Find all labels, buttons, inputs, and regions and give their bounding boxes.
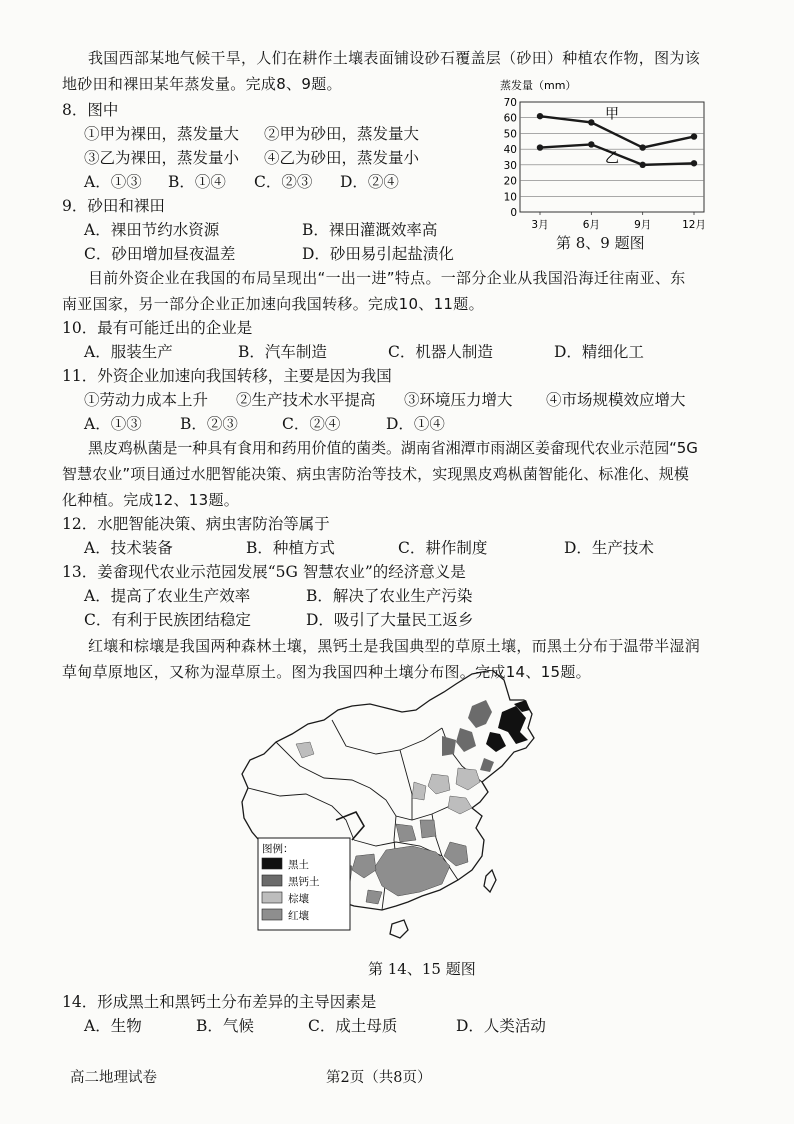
hainan-outline bbox=[390, 920, 408, 938]
q8-option-b[interactable]: B．①④ bbox=[168, 173, 226, 191]
q11-statement-4: ④市场规模效应增大 bbox=[546, 391, 686, 409]
legend-swatch-black-soil bbox=[262, 858, 282, 869]
map-legend bbox=[258, 838, 350, 930]
q11-statement-1: ①劳动力成本上升 bbox=[84, 391, 209, 409]
legend-label-brown-soil: 棕壤 bbox=[288, 893, 309, 905]
taiwan-outline bbox=[484, 870, 496, 892]
chart-ytick-label: 40 bbox=[503, 144, 517, 157]
q10-option-b[interactable]: B．汽车制造 bbox=[238, 343, 327, 361]
q13-option-a[interactable]: A．提高了农业生产效率 bbox=[84, 587, 251, 605]
chart-ytick-label: 0 bbox=[510, 207, 517, 219]
chart-point bbox=[537, 113, 543, 119]
legend-title: 图例： bbox=[262, 843, 294, 855]
q8-statement-3: ③乙为裸田，蒸发量小 bbox=[84, 149, 240, 167]
chart-xtick-label: 3月 bbox=[531, 219, 549, 231]
q10-stem: 10．最有可能迁出的企业是 bbox=[62, 319, 253, 337]
q11-stem: 11．外资企业加速向我国转移，主要是因为我国 bbox=[62, 367, 392, 385]
q9-option-d[interactable]: D．砂田易引起盐渍化 bbox=[302, 245, 454, 263]
q14-stem: 14．形成黑土和黑钙土分布差异的主导因素是 bbox=[62, 993, 377, 1011]
legend-swatch-chernozem bbox=[262, 875, 282, 886]
q10-option-d[interactable]: D．精细化工 bbox=[554, 343, 644, 361]
q11-statement-2: ②生产技术水平提高 bbox=[236, 391, 376, 409]
chart-ytick-label: 20 bbox=[503, 175, 517, 188]
chart-ylabel: 蒸发量（mm） bbox=[500, 79, 577, 92]
q8-stem: 8．图中 bbox=[62, 101, 119, 119]
q8-statement-1: ①甲为裸田，蒸发量大 bbox=[84, 125, 240, 143]
soil-distribution-map bbox=[236, 670, 554, 954]
q11-option-d[interactable]: D．①④ bbox=[386, 415, 445, 433]
q12-option-b[interactable]: B．种植方式 bbox=[246, 539, 335, 557]
chart-point bbox=[537, 144, 543, 150]
q13-option-b[interactable]: B．解决了农业生产污染 bbox=[306, 587, 473, 605]
q8-option-a[interactable]: A．①③ bbox=[84, 173, 142, 191]
intro-14-15-line2: 草甸草原地区，又称为湿草原土。图为我国四种土壤分布图。完成14、15题。 bbox=[62, 663, 591, 681]
chart-ytick-label: 10 bbox=[503, 191, 517, 204]
legend-label-black-soil: 黑土 bbox=[288, 859, 309, 871]
chart-point bbox=[588, 141, 594, 147]
chart-xtick-label: 12月 bbox=[682, 219, 706, 231]
chart-ytick-label: 70 bbox=[503, 97, 517, 109]
legend-swatch-brown-soil bbox=[262, 892, 282, 903]
q8-option-c[interactable]: C．②③ bbox=[254, 173, 313, 191]
q14-option-b[interactable]: B．气候 bbox=[196, 1017, 254, 1035]
chart-point bbox=[691, 160, 697, 166]
map-caption: 第 14、15 题图 bbox=[368, 960, 476, 978]
chart-ytick-label: 30 bbox=[503, 159, 517, 172]
legend-label-chernozem: 黑钙土 bbox=[288, 876, 320, 888]
chart-point bbox=[588, 119, 594, 125]
q8-option-d[interactable]: D．②④ bbox=[340, 173, 399, 191]
q13-option-d[interactable]: D．吸引了大量民工返乡 bbox=[306, 611, 474, 629]
intro-10-11-line2: 南亚国家，另一部分企业正加速向我国转移。完成10、11题。 bbox=[62, 295, 484, 313]
q12-option-c[interactable]: C．耕作制度 bbox=[398, 539, 488, 557]
q14-option-d[interactable]: D．人类活动 bbox=[456, 1017, 546, 1035]
q11-statement-3: ③环境压力增大 bbox=[404, 391, 513, 409]
intro-8-9-line2: 地砂田和裸田某年蒸发量。完成8、9题。 bbox=[62, 75, 342, 93]
q10-option-c[interactable]: C．机器人制造 bbox=[388, 343, 493, 361]
chart-xtick-label: 6月 bbox=[582, 219, 600, 231]
legend-swatch-red-soil bbox=[262, 909, 282, 920]
footer-subject: 高二地理试卷 bbox=[70, 1070, 157, 1086]
q11-option-a[interactable]: A．①③ bbox=[84, 415, 142, 433]
chart-series-label: 乙 bbox=[605, 150, 619, 167]
q9-stem: 9．砂田和裸田 bbox=[62, 197, 165, 215]
q13-stem: 13．姜畲现代农业示范园发展“5G 智慧农业”的经济意义是 bbox=[62, 563, 466, 581]
footer-page-number: 第2页（共8页） bbox=[326, 1070, 432, 1086]
q12-stem: 12．水肥智能决策、病虫害防治等属于 bbox=[62, 515, 330, 533]
intro-10-11-line1: 目前外资企业在我国的布局呈现出“一出一进”特点。一部分企业从我国沿海迁往南亚、东 bbox=[88, 269, 686, 287]
chart-point bbox=[691, 133, 697, 139]
q11-option-b[interactable]: B．②③ bbox=[180, 415, 238, 433]
q8-statement-2: ②甲为砂田，蒸发量大 bbox=[264, 125, 420, 143]
intro-14-15-line1: 红壤和棕壤是我国两种森林土壤，黑钙土是我国典型的草原土壤，而黑土分布于温带半湿润 bbox=[88, 637, 701, 655]
intro-12-13-line3: 化种植。完成12、13题。 bbox=[62, 491, 240, 509]
q12-option-a[interactable]: A．技术装备 bbox=[84, 539, 173, 557]
intro-12-13-line1: 黑皮鸡枞菌是一种具有食用和药用价值的菌类。湖南省湘潭市雨湖区姜畲现代农业示范园“5G bbox=[88, 439, 698, 457]
evaporation-line-chart bbox=[498, 76, 710, 252]
chart-series-label: 甲 bbox=[605, 106, 619, 123]
intro-12-13-line2: 智慧农业”项目通过水肥智能决策、病虫害防治等技术，实现黑皮鸡枞菌智能化、标准化、规模 bbox=[62, 465, 689, 483]
legend-label-red-soil: 红壤 bbox=[288, 910, 309, 922]
q10-option-a[interactable]: A．服装生产 bbox=[84, 343, 173, 361]
chart-point bbox=[639, 144, 645, 150]
q8-statement-4: ④乙为砂田，蒸发量小 bbox=[264, 149, 420, 167]
q11-option-c[interactable]: C．②④ bbox=[282, 415, 341, 433]
chart-point bbox=[639, 162, 645, 168]
chart-xtick-label: 9月 bbox=[634, 219, 652, 231]
chart-caption: 第 8、9 题图 bbox=[556, 234, 645, 252]
q14-option-c[interactable]: C．成土母质 bbox=[308, 1017, 398, 1035]
q9-option-c[interactable]: C．砂田增加昼夜温差 bbox=[84, 245, 236, 263]
q13-option-c[interactable]: C．有利于民族团结稳定 bbox=[84, 611, 251, 629]
q9-option-a[interactable]: A．裸田节约水资源 bbox=[84, 221, 220, 239]
intro-8-9-line1: 我国西部某地气候干旱，人们在耕作土壤表面铺设砂石覆盖层（砂田）种植农作物，图为该 bbox=[88, 49, 701, 67]
q12-option-d[interactable]: D．生产技术 bbox=[564, 539, 654, 557]
chart-ytick-label: 60 bbox=[503, 112, 517, 125]
chart-ytick-label: 50 bbox=[503, 128, 517, 141]
q9-option-b[interactable]: B．裸田灌溉效率高 bbox=[302, 221, 438, 239]
q14-option-a[interactable]: A．生物 bbox=[84, 1017, 142, 1035]
